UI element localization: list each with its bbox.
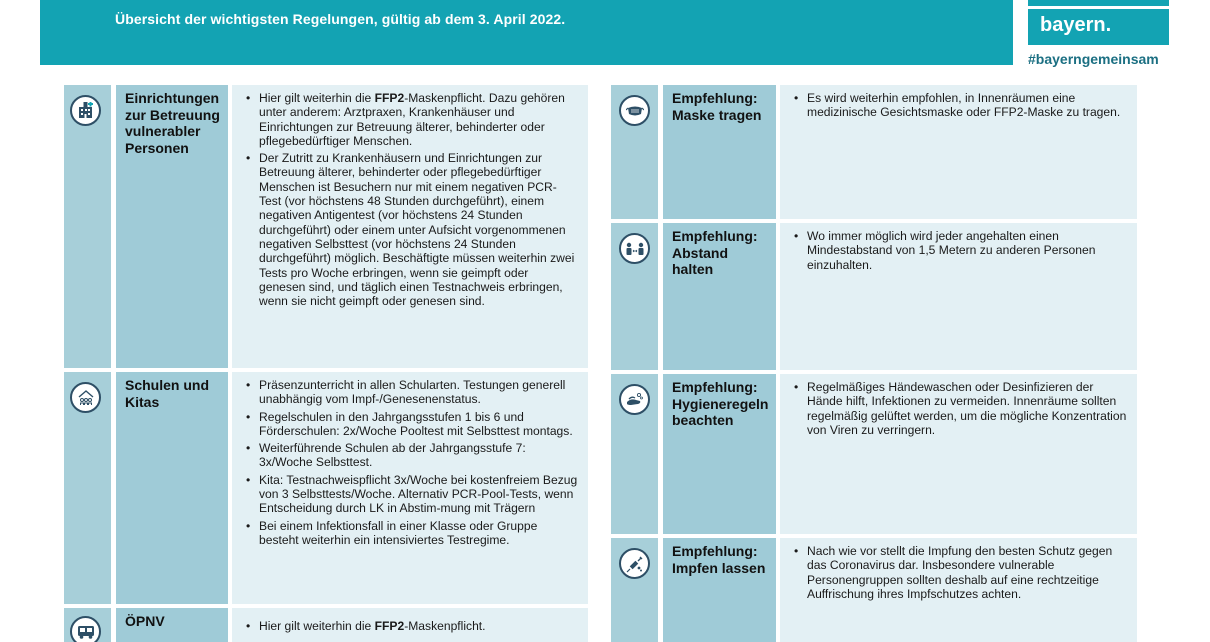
school-icon bbox=[70, 382, 101, 413]
section-title: Empfehlung: Hygieneregeln beachten bbox=[663, 374, 776, 534]
section-title: Empfehlung: Abstand halten bbox=[663, 223, 776, 370]
section-body bbox=[780, 223, 1137, 370]
list-item: • Hier gilt weiterhin die FFP2-Maskenpflicht. bbox=[246, 619, 578, 633]
list-item: • Hier gilt weiterhin die FFP2-Maskenpflicht. Dazu gehören unter anderem: Arztpraxen, Krankenhäuser und Einrichtungen zur Betreuung älterer, behinderter oder pflegebedürftiger Menschen. bbox=[246, 91, 578, 148]
section-icon-column bbox=[64, 85, 111, 368]
section-title: Empfehlung: Impfen lassen bbox=[663, 538, 776, 642]
section-body bbox=[780, 374, 1137, 534]
handwash-icon bbox=[619, 384, 650, 415]
section-icon-column bbox=[64, 372, 111, 604]
list-item: • Der Zutritt zu Krankenhäusern und Einrichtungen zur Betreuung älterer, behinderter oder pflegebedürftiger Menschen ist Besuchern nur mit einem negativen PCR-Test (vor höchstens 48 Stunden durchgeführt), einem negativen Antigentest (vor höchstens 24 Stunden durchgeführt) oder einem unter Aufsicht vorgenommenen negativen Selbsttest (vor höchstens 24 Stunden durchgeführt) möglich. Beschäftigte müssen weiterhin zwei Tests pro Woche erbringen, wenn sie geimpft oder genesen sind, und täglich einen Testnachweis erbringen, wenn sie nicht geimpft oder genesen sind. bbox=[246, 151, 578, 308]
brand-logo: bayern. bbox=[1028, 9, 1169, 45]
section-icon-column bbox=[64, 608, 111, 642]
section-body bbox=[232, 85, 588, 368]
list-item: • Präsenzunterricht in allen Schularten. Testungen generell unabhängig vom Impf-/Genesenenstatus. bbox=[246, 378, 578, 407]
section-icon-column bbox=[611, 223, 658, 370]
syringe-icon bbox=[619, 548, 650, 579]
bus-icon bbox=[70, 616, 101, 642]
list-item: • Kita: Testnachweispflicht 3x/Woche bei kostenfreiem Bezug von 3 Selbsttests/Woche. Alternativ PCR-Pool-Tests, wenn Entscheidung durch LK in Abstim-mung mit Trägern bbox=[246, 473, 578, 516]
section-body bbox=[780, 85, 1137, 219]
list-item: • Bei einem Infektionsfall in einer Klasse oder Gruppe besteht weiterhin ein intensiviertes Testregime. bbox=[246, 519, 578, 548]
section-title: ÖPNV bbox=[116, 608, 228, 642]
mask-icon bbox=[619, 95, 650, 126]
section-title: Einrichtungen zur Betreuung vulnerabler Personen bbox=[116, 85, 228, 368]
section-title: Schulen und Kitas bbox=[116, 372, 228, 604]
section-title: Empfehlung: Maske tragen bbox=[663, 85, 776, 219]
list-item: • Regelschulen in den Jahrgangsstufen 1 bis 6 und Förderschulen: 2x/Woche Pooltest mit Selbsttest montags. bbox=[246, 410, 578, 439]
page-subtitle: Übersicht der wichtigsten Regelungen, gültig ab dem 3. April 2022. bbox=[115, 11, 566, 27]
brand-accent-line bbox=[1028, 0, 1169, 6]
list-item: • Wo immer möglich wird jeder angehalten einen Mindestabstand von 1,5 Metern zu anderen Personen einzuhalten. bbox=[794, 229, 1127, 272]
section-body bbox=[780, 538, 1137, 642]
hospital-icon bbox=[70, 95, 101, 126]
section-body bbox=[232, 608, 588, 642]
list-item: • Weiterführende Schulen ab der Jahrgangsstufe 7: 3x/Woche Selbsttest. bbox=[246, 441, 578, 470]
header-banner bbox=[40, 0, 1013, 65]
section-icon-column bbox=[611, 374, 658, 534]
distance-icon bbox=[619, 233, 650, 264]
section-icon-column bbox=[611, 85, 658, 219]
section-icon-column bbox=[611, 538, 658, 642]
list-item: • Nach wie vor stellt die Impfung den besten Schutz gegen das Coronavirus dar. Insbesondere vulnerable Personengruppen sollten deshalb auf eine rechtzeitige Auffrischung ihres Impfschutzes achten. bbox=[794, 544, 1127, 601]
list-item: • Regelmäßiges Händewaschen oder Desinfizieren der Hände hilft, Infektionen zu vermeiden. Innenräume sollten regelmäßig gelüftet werden, um die mögliche Konzentration von Viren zu verringern. bbox=[794, 380, 1127, 437]
list-item: • Es wird weiterhin empfohlen, in Innenräumen eine medizinische Gesichtsmaske oder FFP2-Maske zu tragen. bbox=[794, 91, 1127, 120]
hashtag: #bayerngemeinsam bbox=[1028, 51, 1159, 67]
section-body bbox=[232, 372, 588, 604]
